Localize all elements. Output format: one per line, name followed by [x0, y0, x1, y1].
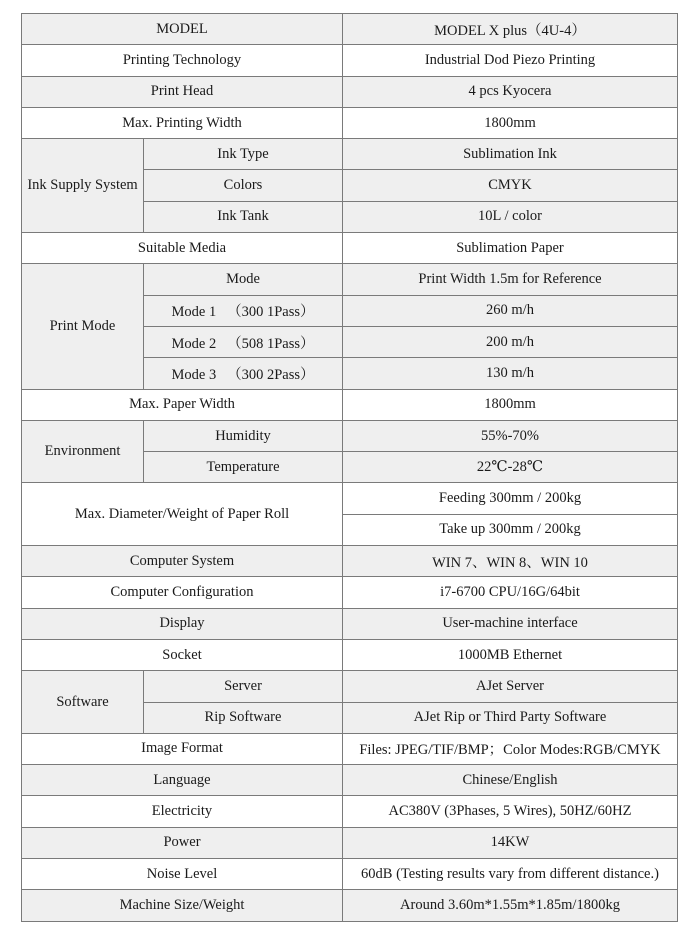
row-value: 55%-70% [343, 420, 678, 451]
row-label: Language [22, 765, 343, 796]
row-value: AJet Rip or Third Party Software [343, 702, 678, 733]
sub-label: Ink Type [144, 139, 343, 170]
row-value: CMYK [343, 170, 678, 201]
row-label: MODEL [22, 14, 343, 45]
row-label: Suitable Media [22, 233, 343, 264]
table-row-ink-type [22, 139, 678, 170]
table-row-mode [22, 264, 678, 295]
row-value: Take up 300mm / 200kg [343, 514, 678, 545]
row-value: 130 m/h [343, 358, 678, 389]
row-value: Around 3.60m*1.55m*1.85m/1800kg [343, 890, 678, 921]
row-value: 1800mm [343, 107, 678, 138]
sub-label: Mode 3 （300 2Pass） [144, 358, 343, 389]
group-label-environment: Environment [22, 420, 144, 483]
row-label: Printing Technology [22, 45, 343, 76]
row-value: Chinese/English [343, 765, 678, 796]
row-value: Feeding 300mm / 200kg [343, 483, 678, 514]
row-value: Sublimation Paper [343, 233, 678, 264]
row-label: Electricity [22, 796, 343, 827]
row-value: Files: JPEG/TIF/BMP；Color Modes:RGB/CMYK [343, 733, 678, 764]
table-row-paper-roll-feeding [22, 483, 678, 514]
row-label: Socket [22, 639, 343, 670]
table-row-computer-system [22, 546, 678, 577]
row-value: 4 pcs Kyocera [343, 76, 678, 107]
table-row-noise-level [22, 859, 678, 890]
sub-label: Server [144, 671, 343, 702]
sub-label: Humidity [144, 420, 343, 451]
table-row-print-head [22, 76, 678, 107]
row-value: AJet Server [343, 671, 678, 702]
row-label: Power [22, 827, 343, 858]
row-label: Max. Paper Width [22, 389, 343, 420]
row-value: 60dB (Testing results vary from different distance.) [343, 859, 678, 890]
group-label-print-mode: Print Mode [22, 264, 144, 389]
group-label-software: Software [22, 671, 144, 734]
sub-label: Mode [144, 264, 343, 295]
table-row-max-printing-width [22, 107, 678, 138]
table-row-humidity [22, 420, 678, 451]
table-row-machine-size [22, 890, 678, 921]
row-value: Print Width 1.5m for Reference [343, 264, 678, 295]
row-value: Sublimation Ink [343, 139, 678, 170]
row-value: i7-6700 CPU/16G/64bit [343, 577, 678, 608]
row-value: 1000MB Ethernet [343, 639, 678, 670]
table-row-suitable-media [22, 233, 678, 264]
group-label-paper-roll: Max. Diameter/Weight of Paper Roll [22, 483, 343, 546]
row-value: 10L / color [343, 201, 678, 232]
row-label: Max. Printing Width [22, 107, 343, 138]
row-label: Display [22, 608, 343, 639]
row-value: 260 m/h [343, 295, 678, 326]
row-label: Noise Level [22, 859, 343, 890]
sub-label: Temperature [144, 452, 343, 483]
row-label: Computer Configuration [22, 577, 343, 608]
row-value: MODEL X plus（4U-4） [343, 14, 678, 45]
sub-label: Mode 1 （300 1Pass） [144, 295, 343, 326]
row-label: Computer System [22, 546, 343, 577]
row-label: Machine Size/Weight [22, 890, 343, 921]
row-value: AC380V (3Phases, 5 Wires), 50HZ/60HZ [343, 796, 678, 827]
row-value: 14KW [343, 827, 678, 858]
spec-table [21, 13, 678, 922]
table-row-computer-configuration [22, 577, 678, 608]
sub-label: Ink Tank [144, 201, 343, 232]
row-label: Print Head [22, 76, 343, 107]
sub-label: Mode 2 （508 1Pass） [144, 326, 343, 357]
table-row-model [22, 14, 678, 45]
sub-label: Colors [144, 170, 343, 201]
row-value: Industrial Dod Piezo Printing [343, 45, 678, 76]
table-row-image-format [22, 733, 678, 764]
sub-label: Rip Software [144, 702, 343, 733]
row-value: 1800mm [343, 389, 678, 420]
table-row-display [22, 608, 678, 639]
table-row-power [22, 827, 678, 858]
table-row-server [22, 671, 678, 702]
table-row-max-paper-width [22, 389, 678, 420]
table-row-printing-technology [22, 45, 678, 76]
row-value: 22℃-28℃ [343, 452, 678, 483]
row-value: User-machine interface [343, 608, 678, 639]
row-value: 200 m/h [343, 326, 678, 357]
table-row-electricity [22, 796, 678, 827]
row-value: WIN 7、WIN 8、WIN 10 [343, 546, 678, 577]
table-row-socket [22, 639, 678, 670]
row-label: Image Format [22, 733, 343, 764]
group-label-ink-supply: Ink Supply System [22, 139, 144, 233]
table-row-language [22, 765, 678, 796]
